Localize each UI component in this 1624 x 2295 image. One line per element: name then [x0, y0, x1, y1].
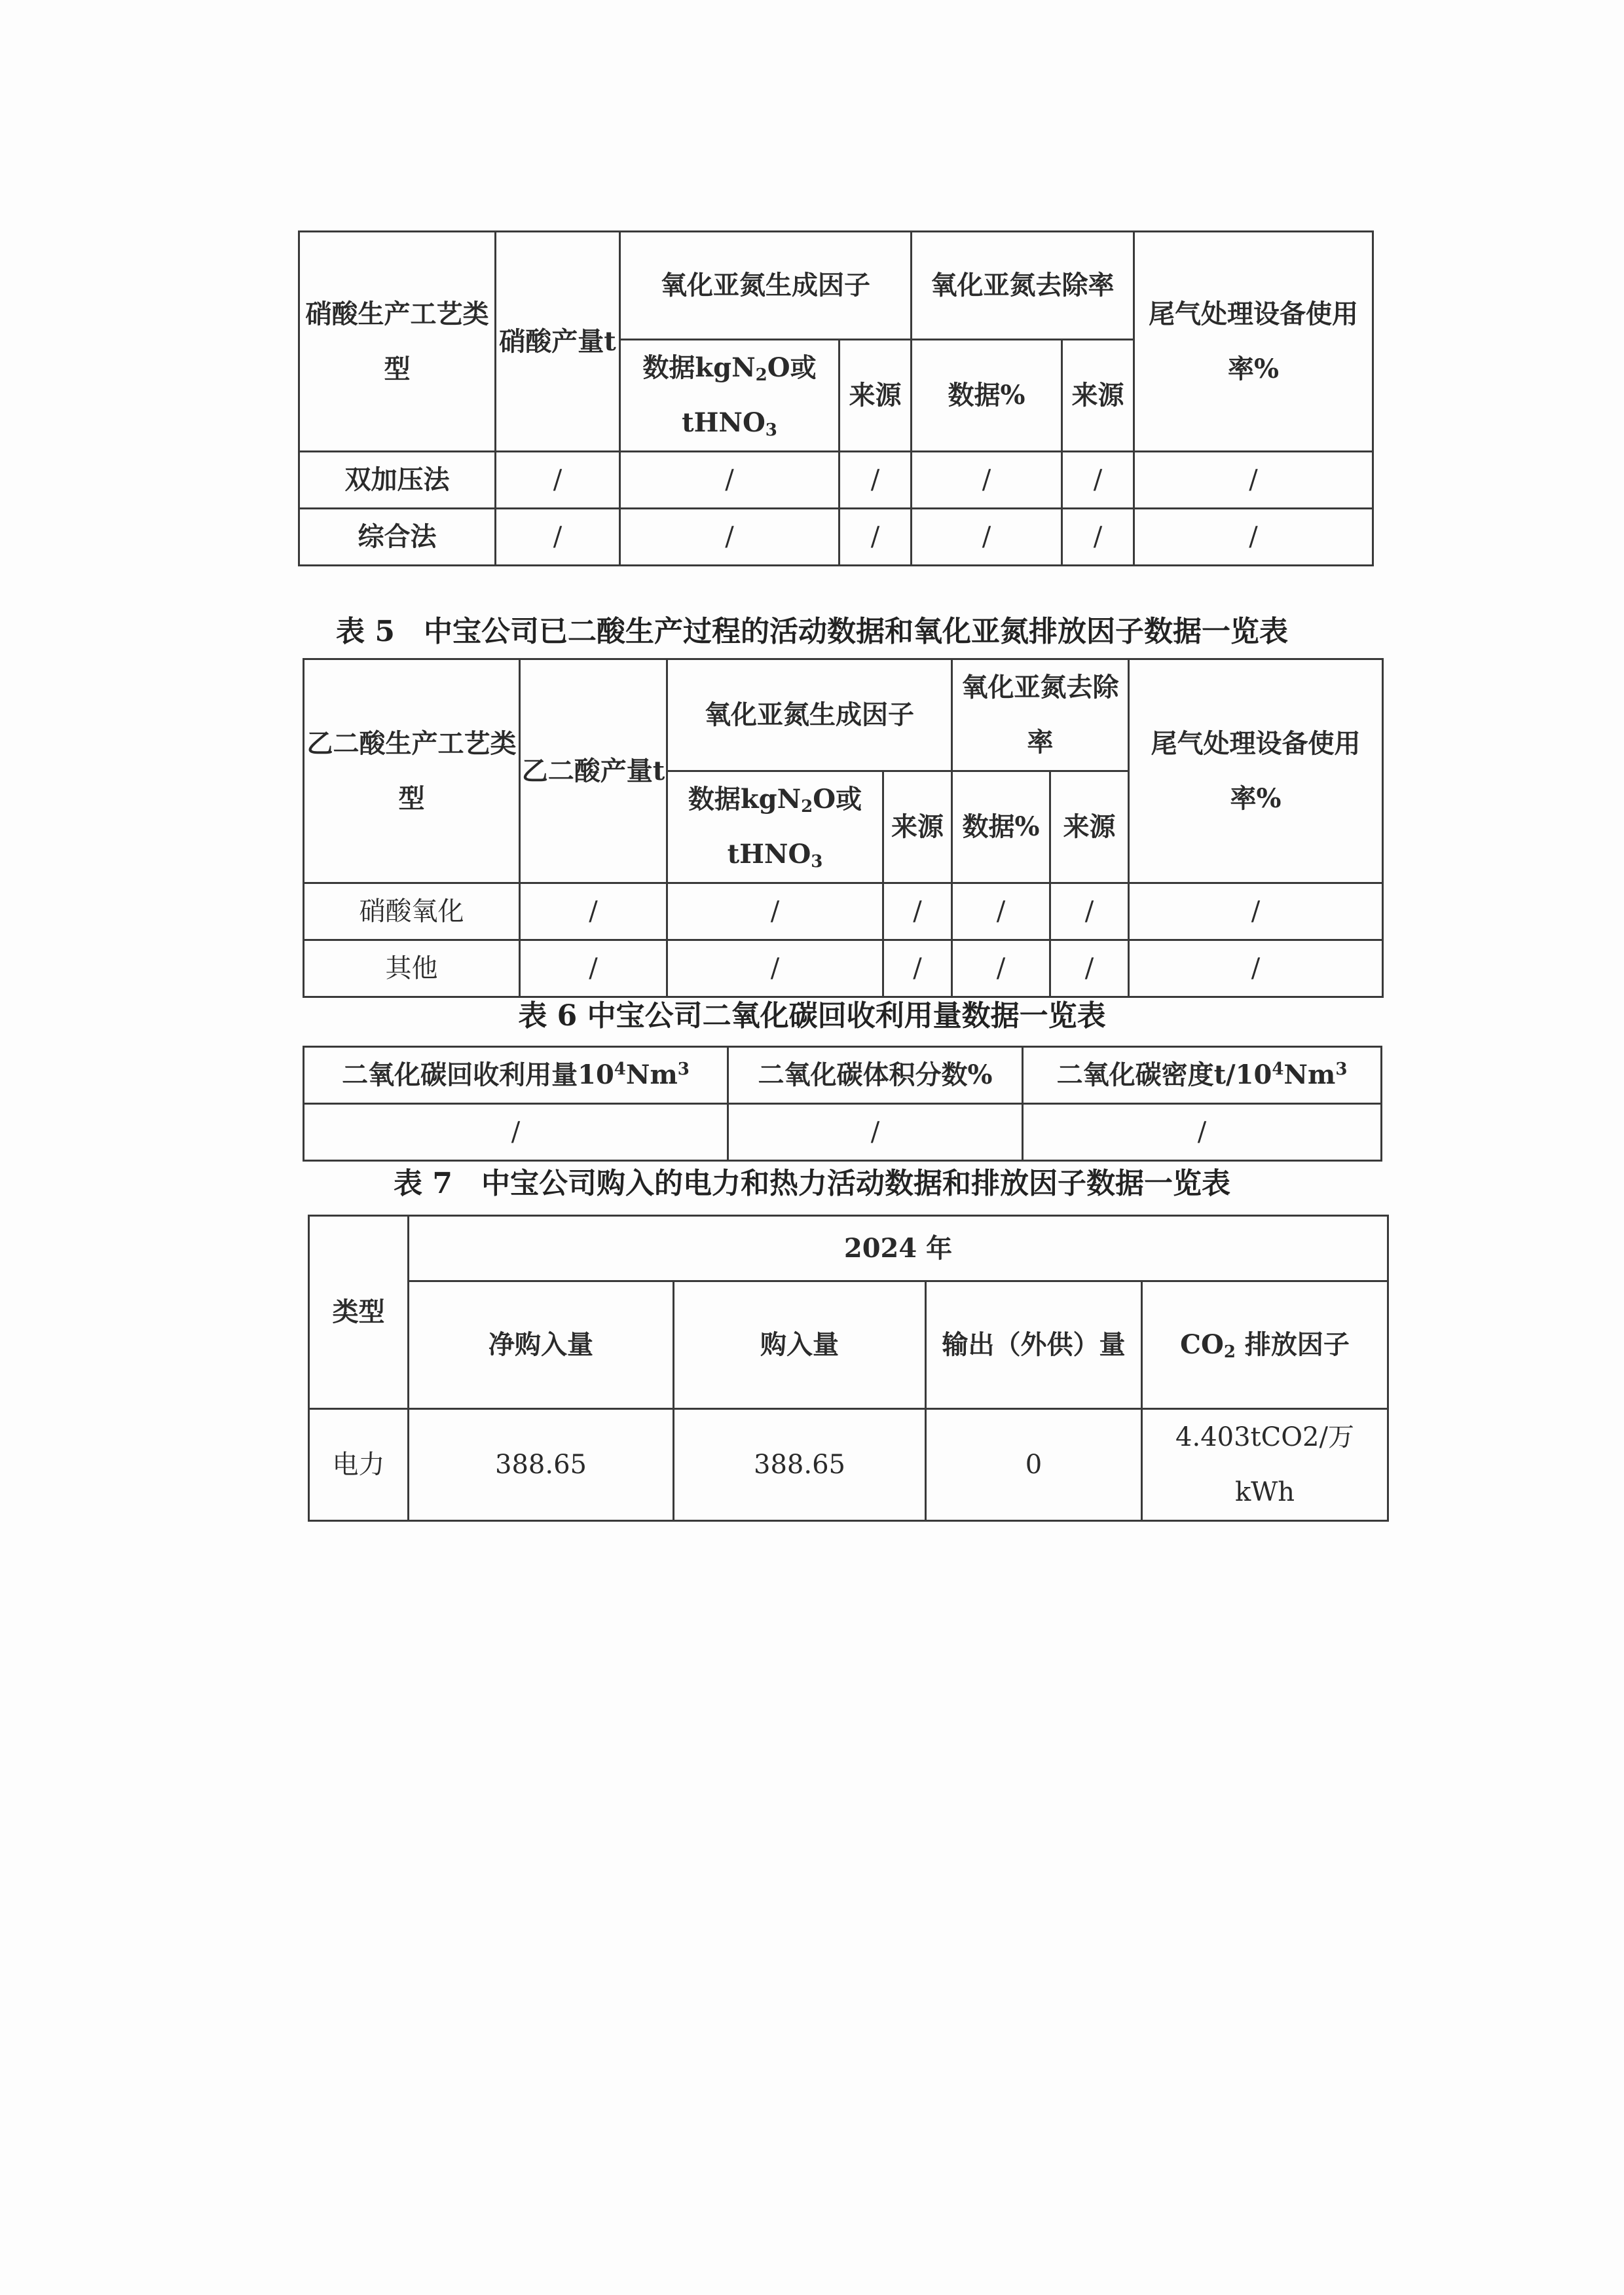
header-net-purchase: 净购入量 [409, 1281, 674, 1409]
header-usage-rate: 尾气处理设备使用率% [1134, 232, 1373, 452]
table7-caption: 表 7 中宝公司购入的电力和热力活动数据和排放因子数据一览表 [394, 1167, 1230, 1200]
header-process-type: 乙二酸生产工艺类型 [304, 659, 520, 883]
header-source: 来源 [1050, 771, 1129, 883]
cell-type: 双加压法 [299, 452, 496, 509]
cell-type: 硝酸氧化 [304, 883, 520, 940]
cell: / [496, 509, 620, 566]
table-co2-recovery [303, 1046, 1382, 1162]
header-recovery-amount: 二氧化碳回收利用量$10^4Nm^3$ [304, 1047, 728, 1104]
header-removal-rate: 氧化亚氮去除率 [952, 659, 1129, 771]
table-row [299, 452, 1373, 509]
cell: / [1062, 452, 1134, 509]
cell: / [667, 883, 883, 940]
cell-emission-factor: 4.403tCO2/万 kWh [1142, 1409, 1388, 1521]
cell: / [912, 452, 1062, 509]
cell-type: 电力 [309, 1409, 409, 1521]
header-process-type: 硝酸生产工艺类型 [299, 232, 496, 452]
table-row [309, 1409, 1388, 1521]
table-row [304, 883, 1383, 940]
table5-caption: 表 5 中宝公司已二酸生产过程的活动数据和氧化亚氮排放因子数据一览表 [336, 615, 1288, 648]
cell: / [912, 509, 1062, 566]
cell: / [667, 940, 883, 997]
header-year: 2024 年 [409, 1216, 1388, 1281]
header-density: 二氧化碳密度$t/10^4Nm^3$ [1023, 1047, 1382, 1104]
header-generation-factor: 氧化亚氮生成因子 [620, 232, 912, 340]
cell: / [1129, 883, 1383, 940]
header-data-percent: 数据% [952, 771, 1050, 883]
header-volume-fraction: 二氧化碳体积分数% [728, 1047, 1023, 1104]
cell: / [883, 883, 952, 940]
cell: / [620, 452, 840, 509]
header-purchase: 购入量 [674, 1281, 926, 1409]
cell: / [304, 1104, 728, 1161]
cell: / [496, 452, 620, 509]
cell: / [1023, 1104, 1382, 1161]
table-adipic-acid [303, 658, 1384, 998]
cell: / [1050, 940, 1129, 997]
table-nitric-acid [298, 230, 1374, 566]
header-source: 来源 [840, 340, 912, 452]
cell-purchase: 388.65 [674, 1409, 926, 1521]
cell: / [728, 1104, 1023, 1161]
cell: / [952, 940, 1050, 997]
cell: / [520, 883, 667, 940]
cell: / [840, 509, 912, 566]
table-row [304, 1104, 1382, 1161]
table-row [299, 509, 1373, 566]
cell-output: 0 [926, 1409, 1142, 1521]
cell: / [620, 509, 840, 566]
header-usage-rate: 尾气处理设备使用率% [1129, 659, 1383, 883]
header-output: 硝酸产量t [496, 232, 620, 452]
header-type: 类型 [309, 1216, 409, 1409]
header-emission-factor: $CO_2$ 排放因子 [1142, 1281, 1388, 1409]
header-removal-rate: 氧化亚氮去除率 [912, 232, 1134, 340]
cell: / [1134, 452, 1373, 509]
cell: / [840, 452, 912, 509]
header-data-unit: 数据kgN$_2$O或 tHNO$_3$ [620, 340, 840, 452]
cell: / [1062, 509, 1134, 566]
header-source: 来源 [1062, 340, 1134, 452]
table-row [304, 940, 1383, 997]
cell-type: 其他 [304, 940, 520, 997]
header-data-unit: 数据kgN$_2$O或 tHNO$_3$ [667, 771, 883, 883]
table6-caption: 表 6 中宝公司二氧化碳回收利用量数据一览表 [518, 999, 1106, 1033]
header-generation-factor: 氧化亚氮生成因子 [667, 659, 952, 771]
cell: / [520, 940, 667, 997]
cell-net-purchase: 388.65 [409, 1409, 674, 1521]
table-electricity [308, 1215, 1389, 1522]
header-data-percent: 数据% [912, 340, 1062, 452]
cell: / [1129, 940, 1383, 997]
cell: / [1134, 509, 1373, 566]
header-output-supply: 输出（外供）量 [926, 1281, 1142, 1409]
header-source: 来源 [883, 771, 952, 883]
cell: / [1050, 883, 1129, 940]
cell-type: 综合法 [299, 509, 496, 566]
cell: / [883, 940, 952, 997]
header-output: 乙二酸产量t [520, 659, 667, 883]
cell: / [952, 883, 1050, 940]
